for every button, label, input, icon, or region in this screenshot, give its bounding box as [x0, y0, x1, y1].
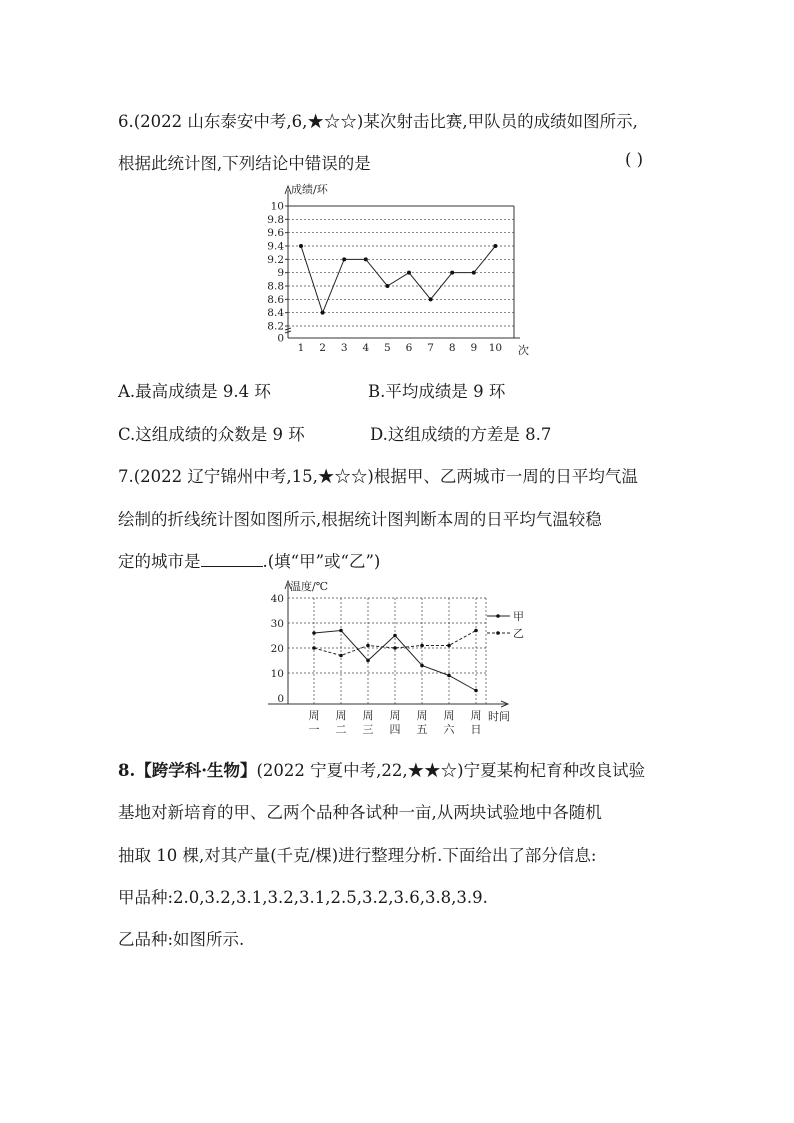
chart2-y-axis-label: 温度/℃ [290, 580, 329, 593]
chart2-data-point [312, 646, 316, 650]
q8-line-1 [118, 757, 645, 781]
chart1-series-line [301, 246, 495, 313]
chart2-x-tick-label-bottom: 三 [362, 723, 374, 736]
chart1-y-tick-label: 9.2 [267, 253, 284, 266]
chart1-y-axis-label: 成绩/环 [291, 183, 328, 196]
chart1-x-tick-label: 6 [405, 342, 413, 354]
chart2-x-axis-label: 时间 [488, 710, 510, 723]
chart1-data-point [450, 271, 454, 275]
q8-tag: 8.【跨学科·生物】 [118, 761, 257, 780]
chart1-data-point [385, 284, 389, 288]
q6-option-b: B.平均成绩是 9 环 [368, 382, 506, 401]
chart2-data-point [393, 634, 397, 638]
chart2-legend-marker [496, 614, 500, 618]
chart-shooting-scores [258, 182, 538, 358]
chart1-y-tick-label: 8.6 [267, 293, 284, 306]
chart1-x-tick-label: 10 [488, 342, 503, 354]
chart2-data-point [447, 644, 451, 648]
q7-line-2: 绘制的折线统计图如图所示,根据统计图判断本周的日平均气温较稳 [118, 510, 602, 529]
chart1-data-point [493, 244, 497, 248]
chart2-data-point [447, 674, 451, 678]
chart2-legend-label: 乙 [513, 627, 524, 640]
chart2-data-point [393, 646, 397, 650]
chart1-y-tick-label: 8.2 [267, 320, 284, 333]
chart2-x-tick-label-top: 周 [308, 709, 320, 722]
chart2-data-point [420, 644, 424, 648]
answer-blank[interactable] [201, 551, 263, 567]
chart1-data-point [429, 297, 433, 301]
chart1-data-point [342, 257, 346, 261]
chart1-x-axis-label: 次 [518, 344, 529, 357]
chart1-y-tick-label: 8.4 [267, 307, 284, 320]
chart-city-temperature [258, 578, 538, 736]
chart1-x-tick-label: 3 [340, 342, 348, 354]
chart1-y-tick-label: 9.8 [267, 213, 284, 226]
q6-answer-paren: ( ) [625, 150, 644, 169]
q7-line-1: 7.(2022 辽宁锦州中考,15,★☆☆)根据甲、乙两城市一周的日平均气温 [118, 467, 638, 486]
chart1-data-point [472, 271, 476, 275]
chart1-x-tick-label: 8 [448, 342, 456, 354]
q8-line-2: 基地对新培育的甲、乙两个品种各试种一亩,从两块试验地中各随机 [118, 803, 602, 822]
chart1-x-tick-label: 7 [427, 342, 434, 354]
chart2-x-tick-label-bottom: 四 [389, 723, 401, 736]
chart1-y-tick-label: 9.6 [267, 227, 284, 240]
chart1-y-tick-label: 9.4 [267, 240, 284, 253]
chart1-y-tick-label: 8.8 [267, 280, 284, 293]
q6-line-1: 6.(2022 山东泰安中考,6,★☆☆)某次射击比赛,甲队员的成绩如图所示, [118, 112, 638, 131]
chart1-origin-label: 0 [277, 332, 284, 345]
q7-line-3-start: 定的城市是 [118, 552, 201, 571]
chart2-x-tick-label-top: 周 [470, 709, 482, 722]
chart2-x-tick-label-top: 周 [335, 709, 347, 722]
chart2-x-tick-label-bottom: 日 [470, 723, 482, 736]
chart2-x-tick-label-bottom: 五 [416, 723, 428, 736]
chart1-x-tick-label: 9 [470, 342, 478, 354]
chart1-data-point [299, 244, 303, 248]
chart2-x-tick-label-bottom: 二 [335, 723, 347, 736]
chart1-x-tick-label: 5 [384, 342, 391, 354]
chart1-x-tick-label: 4 [362, 342, 370, 354]
chart2-x-tick-label-bottom: 一 [308, 723, 320, 736]
chart2-data-point [339, 654, 343, 658]
chart2-data-point [366, 659, 370, 663]
chart2-x-tick-label-top: 周 [362, 709, 374, 722]
chart2-data-point [366, 644, 370, 648]
q6-option-d: D.这组成绩的方差是 8.7 [370, 425, 552, 444]
q7-line-3-end: .(填“甲”或“乙”) [262, 552, 381, 571]
q6-line-2: 根据此统计图,下列结论中错误的是 [118, 154, 371, 173]
chart2-y-tick-label: 40 [270, 593, 284, 605]
chart1-y-tick-label: 9 [277, 267, 284, 280]
chart2-y-tick-label: 30 [270, 618, 284, 630]
chart2-data-point [474, 689, 478, 693]
chart1-data-point [364, 257, 368, 261]
q6-option-a: A.最高成绩是 9.4 环 [118, 382, 271, 401]
chart2-legend-marker [496, 631, 500, 635]
q8-line-4: 甲品种:2.0,3.2,3.1,3.2,3.1,2.5,3.2,3.6,3.8,3.9. [118, 888, 488, 907]
chart2-x-tick-label-top: 周 [389, 709, 401, 722]
chart2-data-point [339, 629, 343, 633]
chart2-data-point [312, 631, 316, 635]
q7-line-3 [118, 548, 380, 572]
chart2-data-point [420, 664, 424, 668]
chart2-y-tick-label: 20 [270, 643, 284, 655]
chart1-x-tick-label: 1 [297, 342, 305, 354]
chart2-y-tick-label: 10 [270, 668, 284, 680]
chart2-y-tick-label: 0 [277, 693, 284, 705]
q8-line-1-rest: (2022 宁夏中考,22,★★☆)宁夏某枸杞育种改良试验 [256, 761, 646, 780]
q6-option-c: C.这组成绩的众数是 9 环 [118, 425, 305, 444]
q8-line-3: 抽取 10 棵,对其产量(千克/棵)进行整理分析.下面给出了部分信息: [118, 846, 597, 865]
chart1-y-tick-label: 10 [270, 200, 284, 213]
chart2-x-tick-label-bottom: 六 [443, 723, 455, 736]
q8-line-5: 乙品种:如图所示. [118, 930, 245, 949]
chart1-data-point [407, 271, 411, 275]
chart1-data-point [321, 311, 325, 315]
chart2-data-point [474, 629, 478, 633]
chart2-x-tick-label-top: 周 [443, 709, 455, 722]
chart1-x-tick-label: 2 [319, 342, 326, 354]
chart2-x-tick-label-top: 周 [416, 709, 428, 722]
chart2-legend-label: 甲 [513, 610, 524, 623]
